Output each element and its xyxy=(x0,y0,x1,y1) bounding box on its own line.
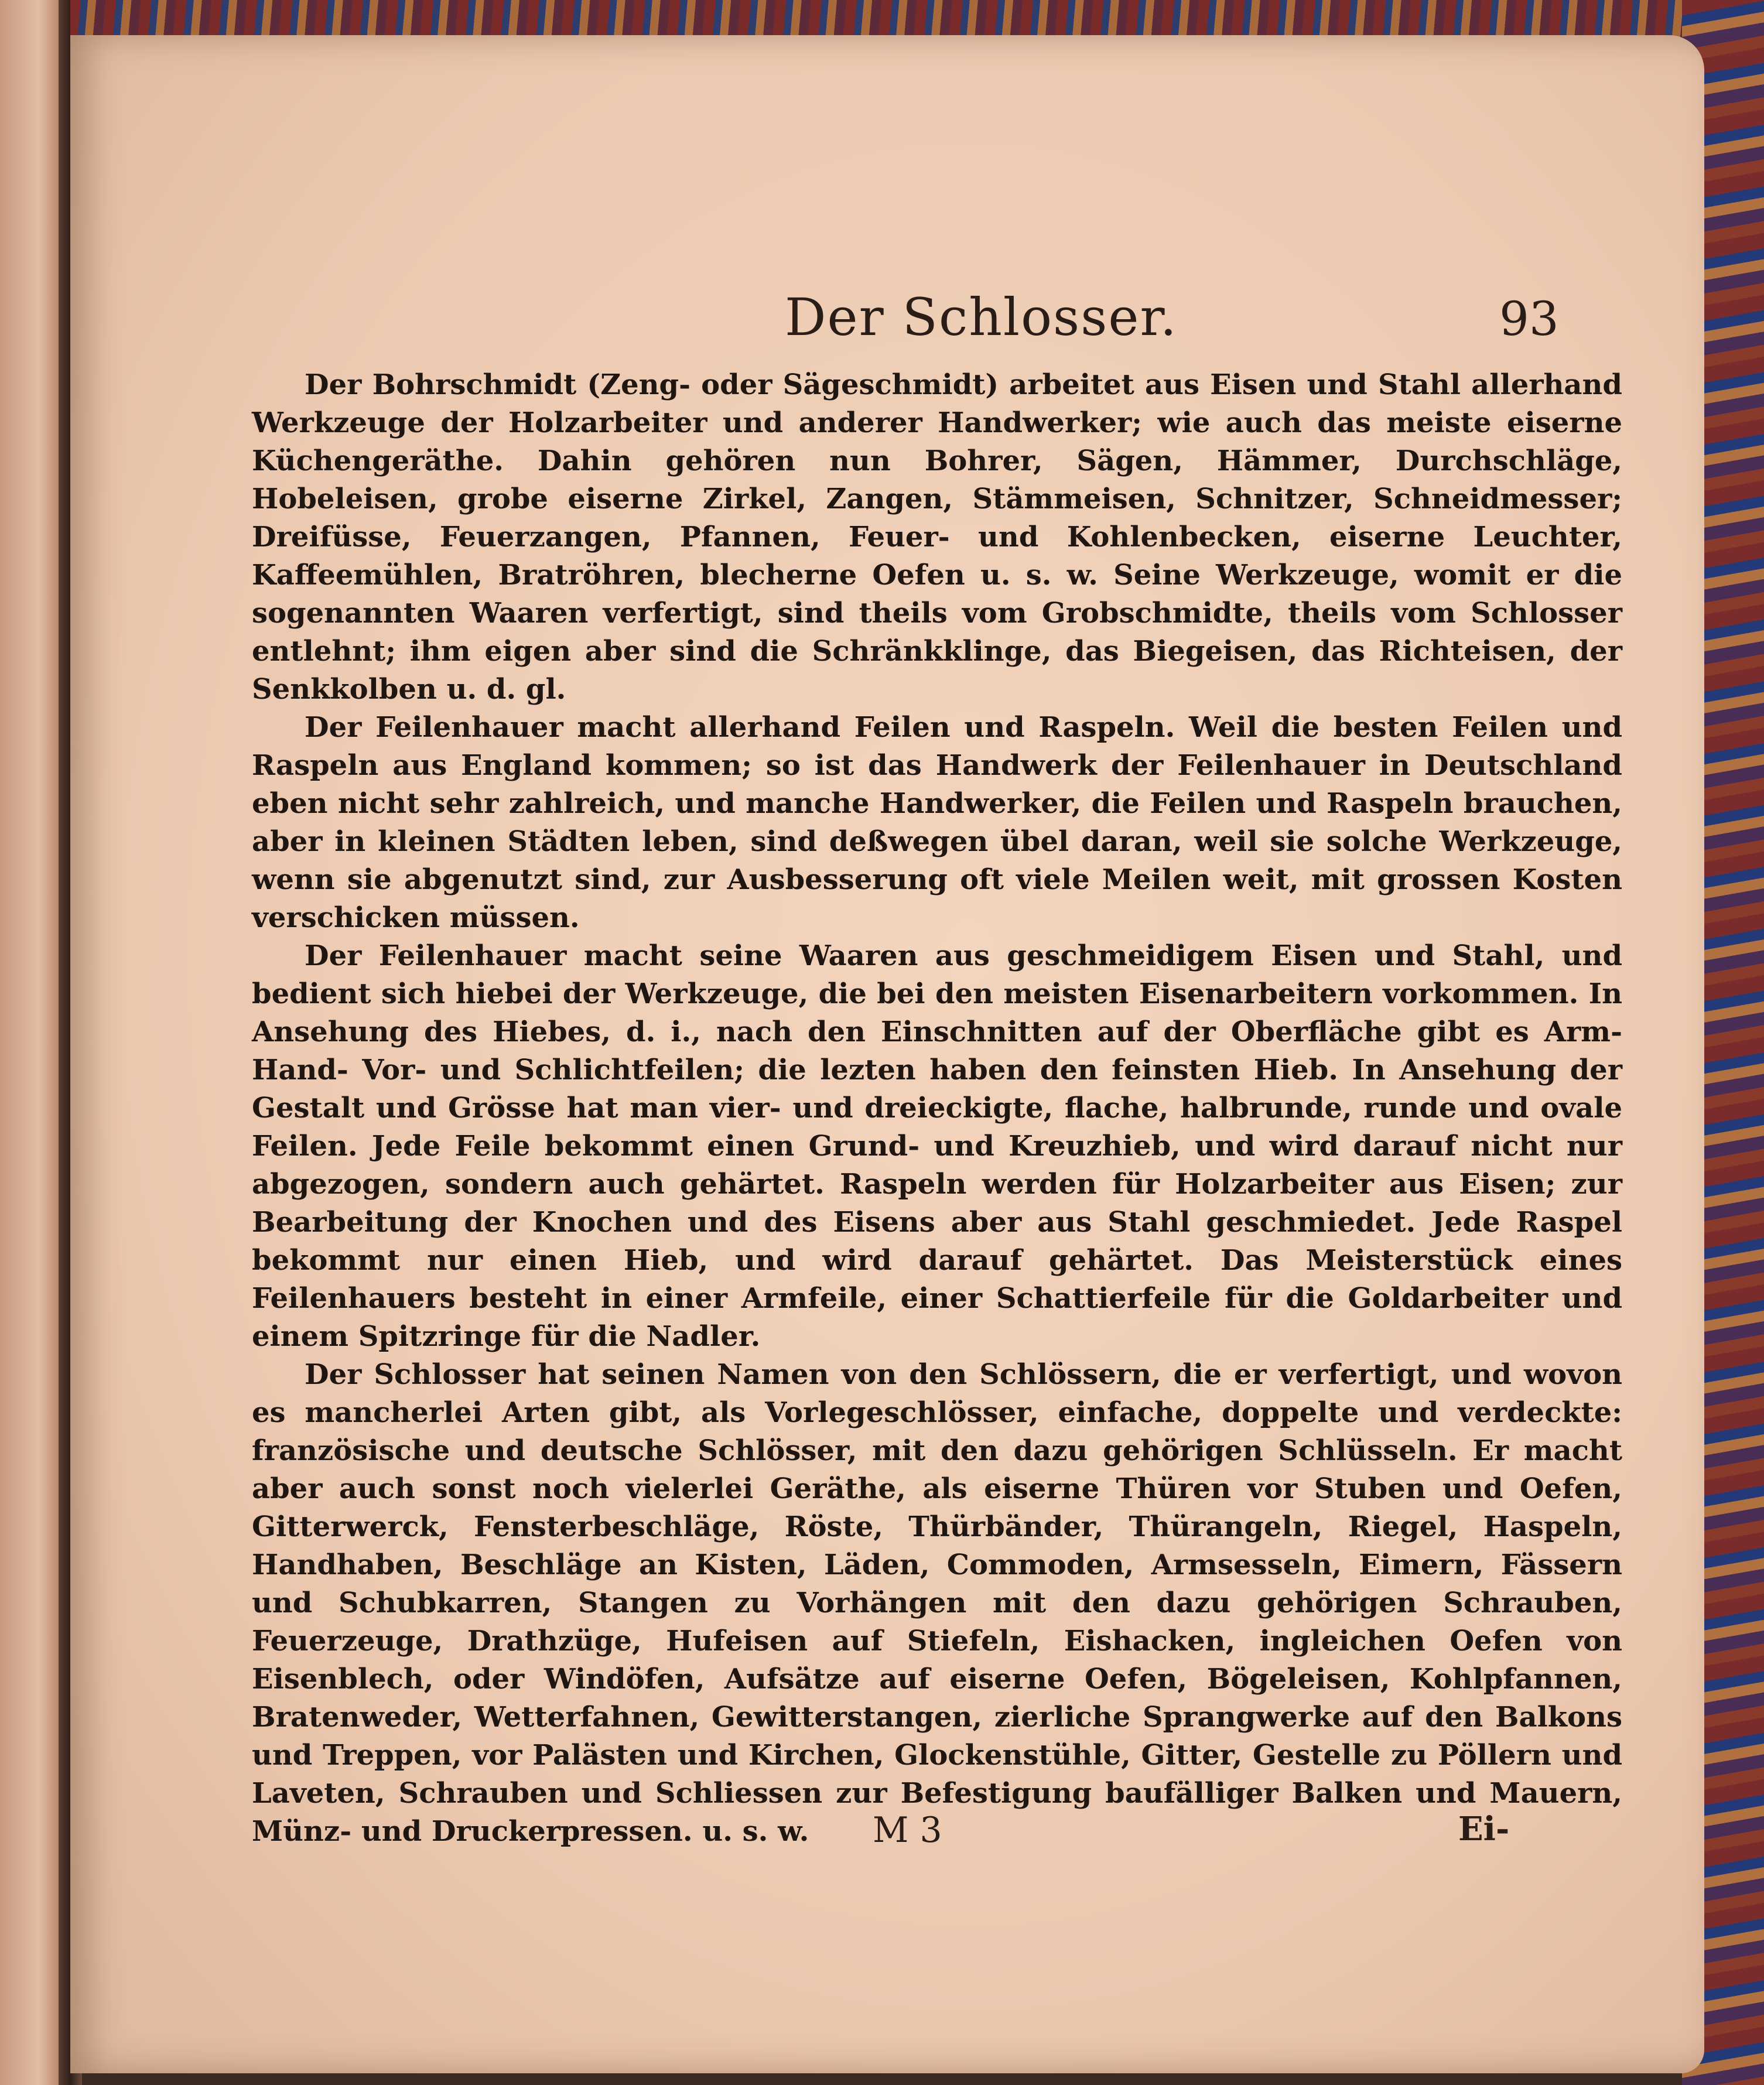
signature-mark: M 3 xyxy=(873,1810,942,1851)
paragraph: Der Schlosser hat seinen Namen von den Schlössern, die er verfertigt, und wovon es mancherlei Arten gibt, als Vorlegeschlösser, einfache, doppelte und verdeckte: französische und deutsche Schlösser, mit den dazu gehörigen Schlüsseln. Er macht aber auch sonst noch vielerlei Geräthe, als eiserne Thüren vor Stuben und Oefen, Gitterwerck, Fensterbeschläge, Röste, Thürbänder, Thürangeln, Riegel, Haspeln, Handhaben, Beschläge an Kisten, Läden, Commoden, Armsesseln, Eimern, Fässern und Schubkarren, Stangen zu Vorhängen mit den dazu gehörigen Schrauben, Feuerzeuge, Drathzüge, Hufeisen auf Stiefeln, Eishacken, ingleichen Oefen von Eisenblech, oder Windöfen, Aufsätze auf eiserne Oefen, Bögeleisen, Kohlpfannen, Bratenweder, Wetterfahnen, Gewitterstangen, zierliche Sprangwerke auf den Balkons und Treppen, vor Palästen und Kirchen, Glockenstühle, Gitter, Gestelle zu Pöllern und Laveten, Schrauben und Schliessen zur Befestigung baufälliger Balken und Mauern, Münz- und Druckerpressen. u. s. w. xyxy=(252,1358,1622,1848)
page-number: 93 xyxy=(1499,292,1559,346)
body-text xyxy=(252,366,1622,1851)
paragraph: Der Feilenhauer macht allerhand Feilen und Raspeln. Weil die besten Feilen und Raspeln aus England kommen; so ist das Handwerk der Feilenhauer in Deutschland eben nicht sehr zahlreich, und manche Handwerker, die Feilen und Raspeln brauchen, aber in kleinen Städten leben, sind deßwegen übel daran, weil sie solche Werkzeuge, wenn sie abgenutzt sind, zur Ausbesserung oft viele Meilen weit, mit grossen Kosten verschicken müssen. xyxy=(252,711,1622,934)
page-title: Der Schlosser. xyxy=(785,287,1178,347)
page-footer xyxy=(70,1810,1704,1868)
catchword: Ei- xyxy=(1458,1810,1510,1848)
paragraph: Der Feilenhauer macht seine Waaren aus geschmeidigem Eisen und Stahl, und bedient sich hiebei der Werkzeuge, die bei den meisten Eisenarbeitern vorkommen. In Ansehung des Hiebes, d. i., nach den Einschnitten auf der Oberfläche gibt es Arm- Hand- Vor- und Schlichtfeilen; die lezten haben den feinsten Hieb. In Ansehung der Gestalt und Grösse hat man vier- und dreieckigte, flache, halbrunde, runde und ovale Feilen. Jede Feile bekommt einen Grund- und Kreuzhieb, und wird darauf nicht nur abgezogen, sondern auch gehärtet. Raspeln werden für Holzarbeiter aus Eisen; zur Bearbeitung der Knochen und des Eisens aber aus Stahl geschmiedet. Jede Raspel bekommt nur einen Hieb, und wird darauf gehärtet. Das Meisterstück eines Feilenhauers besteht in einer Armfeile, einer Schattierfeile für die Goldarbeiter und einem Spitzringe für die Nadler. xyxy=(252,939,1622,1353)
paragraph: Der Bohrschmidt (Zeng- oder Sägeschmidt) arbeitet aus Eisen und Stahl allerhand Werkzeuge der Holzarbeiter und anderer Handwerker; wie auch das meiste eiserne Küchengeräthe. Dahin gehören nun Bohrer, Sägen, Hämmer, Durchschläge, Hobeleisen, grobe eiserne Zirkel, Zangen, Stämmeisen, Schnitzer, Schneidmesser; Dreifüsse, Feuerzangen, Pfannen, Feuer- und Kohlenbecken, eiserne Leuchter, Kaffeemühlen, Bratröhren, blecherne Oefen u. s. w. Seine Werkzeuge, womit er die sogenannten Waaren verfertigt, sind theils vom Grobschmidte, theils vom Schlosser entlehnt; ihm eigen aber sind die Schränkklinge, das Biegeisen, das Richteisen, der Senkkolben u. d. gl. xyxy=(252,368,1622,706)
book-page xyxy=(70,35,1704,2073)
running-head xyxy=(70,252,1704,351)
